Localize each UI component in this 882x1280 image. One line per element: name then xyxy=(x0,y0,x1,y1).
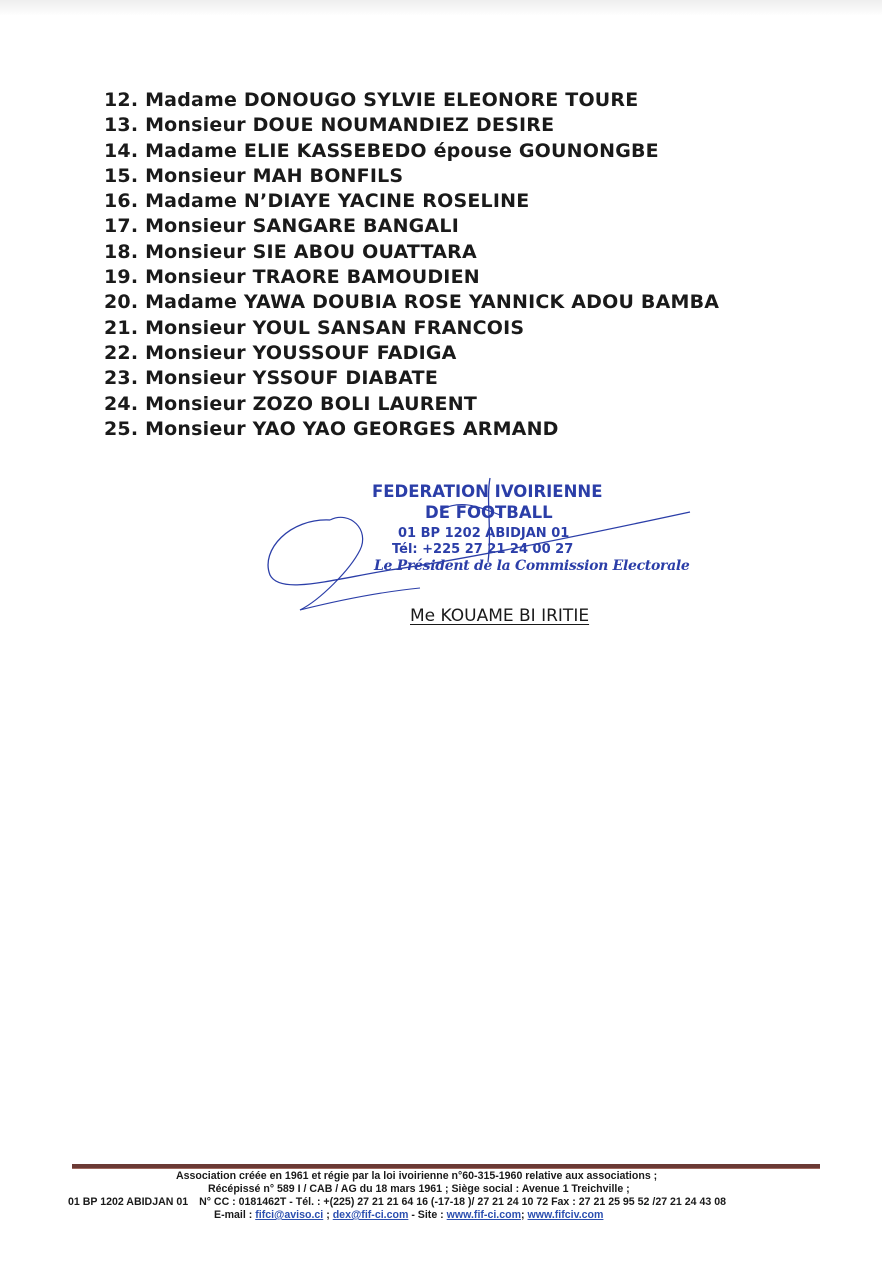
list-item: 13. Monsieur DOUE NOUMANDIEZ DESIRE xyxy=(104,114,555,137)
list-item: 21. Monsieur YOUL SANSAN FRANCOIS xyxy=(104,316,525,339)
official-stamp xyxy=(260,470,700,620)
footer-line-receipt: Récépissé n° 589 I / CAB / AG du 18 mars 1961 ; Siège social : Avenue 1 Treichville ; xyxy=(208,1183,630,1195)
stamp-org-line1: FEDERATION IVOIRIENNE xyxy=(372,482,603,501)
list-item: 24. Monsieur ZOZO BOLI LAURENT xyxy=(104,392,478,415)
list-item: 12. Madame DONOUGO SYLVIE ELEONORE TOURE xyxy=(104,89,639,111)
list-item: 17. Monsieur SANGARE BANGALI xyxy=(104,215,459,238)
footer-email-label: E-mail : xyxy=(214,1209,253,1221)
footer-separator: ; xyxy=(326,1209,330,1221)
list-item: 19. Monsieur TRAORE BAMOUDIEN xyxy=(104,266,480,289)
list-item: 22. Monsieur YOUSSOUF FADIGA xyxy=(104,341,457,364)
footer-divider xyxy=(72,1164,820,1169)
list-item: 15. Monsieur MAH BONFILS xyxy=(104,164,404,187)
email-link-dex[interactable]: dex@fif-ci.com xyxy=(332,1209,409,1221)
footer-site-label: - Site : xyxy=(411,1209,444,1221)
footer-line-association: Association créée en 1961 et régie par la loi ivoirienne n°60-315-1960 relative aux associations ; xyxy=(176,1170,658,1182)
list-item: 18. Monsieur SIE ABOU OUATTARA xyxy=(104,240,477,263)
email-link-fifci[interactable]: fifci@aviso.ci xyxy=(255,1209,324,1221)
signer-name: Me KOUAME BI IRITIE xyxy=(410,606,590,626)
stamp-phone: Tél: +225 27 21 24 00 27 xyxy=(392,542,574,557)
footer-line-contact xyxy=(68,1196,726,1209)
list-item: 20. Madame YAWA DOUBIA ROSE YANNICK ADOU BAMBA xyxy=(104,291,720,314)
footer-phone-fax: N° CC : 0181462T - Tél. : +(225) 27 21 21 64 16 (-17-18 )/ 27 21 24 10 72 Fax : 27 21 25 95 52 /27 21 24 43 08 xyxy=(199,1196,727,1208)
stamp-org-line2: DE FOOTBALL xyxy=(425,503,553,522)
top-edge-shadow xyxy=(0,0,882,16)
list-item: 23. Monsieur YSSOUF DIABATE xyxy=(104,367,439,390)
footer-separator: ; xyxy=(521,1209,525,1221)
list-item: 14. Madame ELIE KASSEBEDO épouse GOUNONGBE xyxy=(104,139,659,162)
footer-postal-box: 01 BP 1202 ABIDJAN 01 xyxy=(68,1196,189,1208)
site-link-fifciv[interactable]: www.fifciv.com xyxy=(527,1209,604,1221)
footer-line-web xyxy=(214,1209,603,1222)
candidate-list xyxy=(104,88,719,442)
site-link-fif-ci[interactable]: www.fif-ci.com xyxy=(446,1209,522,1221)
list-item: 16. Madame N’DIAYE YACINE ROSELINE xyxy=(104,190,530,213)
list-item: 25. Monsieur YAO YAO GEORGES ARMAND xyxy=(104,417,559,440)
stamp-postal-box: 01 BP 1202 ABIDJAN 01 xyxy=(398,526,570,541)
stamp-title: Le Président de la Commission Electorale xyxy=(374,558,690,574)
